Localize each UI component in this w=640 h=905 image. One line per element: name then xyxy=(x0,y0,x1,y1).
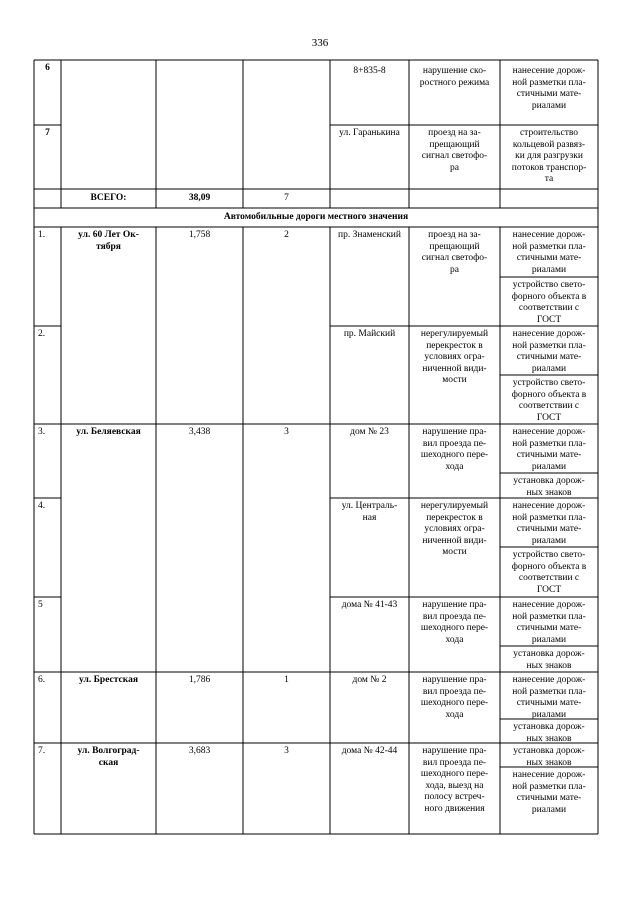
measure-cell: установка дорож- ных знаков xyxy=(513,722,585,744)
location-cell: ул. Гаранькина xyxy=(339,128,400,138)
street-name: ул. 60 Лет Ок- тября xyxy=(78,230,139,252)
reason-cell: нарушение ско- ростного режима xyxy=(419,66,490,88)
measure-cell: установка дорож- ных знаков xyxy=(513,746,585,768)
location-cell: пр. Знаменский xyxy=(338,230,401,240)
measure-cell: нанесение дорож- ной разметки пла- стичными мате- риалами xyxy=(512,600,586,645)
page-number: 336 xyxy=(311,37,329,49)
measure-cell: устройство свето- форного объекта в соответствии с ГОСТ xyxy=(511,550,587,595)
location-cell: 8+835-8 xyxy=(353,66,386,76)
total-count: 7 xyxy=(284,193,289,203)
location-cell: дома № 41-43 xyxy=(341,600,398,610)
measure-cell: нанесение дорож- ной разметки пла- стичными мате- риалами xyxy=(512,329,586,374)
measure-cell: установка дорож- ных знаков xyxy=(513,649,585,671)
reason-cell: проезд на за- прещающий сигнал светофо- ра xyxy=(421,128,488,173)
row-number: 1. xyxy=(38,230,46,240)
row-number: 2. xyxy=(38,329,46,339)
measure-cell: нанесение дорож- ной разметки пла- стичными мате- риалами xyxy=(512,501,586,546)
reason-cell: нарушение пра- вил проезда пе- шеходного пере- хода xyxy=(420,600,489,645)
measure-cell: строительство кольцевой развяз- ки для разгрузки потоков транспор- та xyxy=(511,128,587,184)
row-number: 7. xyxy=(38,746,46,756)
location-cell: дом № 23 xyxy=(350,427,389,437)
row-number: 7 xyxy=(45,128,50,138)
location-cell: дом № 2 xyxy=(352,675,387,685)
total-length: 38,09 xyxy=(188,193,211,203)
measure-cell: нанесение дорож- ной разметки пла- стичными мате- риалами xyxy=(512,66,586,111)
problem-count: 3 xyxy=(284,746,289,756)
road-length: 1,758 xyxy=(188,230,211,240)
row-number: 3. xyxy=(38,427,46,437)
reason-cell: нарушение пра- вил проезда пе- шеходного пере- хода, выезд на полосу встреч- ного движения xyxy=(420,746,489,814)
road-length: 3,683 xyxy=(188,746,211,756)
street-name: ул. Брестская xyxy=(79,675,138,685)
street-name: ул. Волгоград- ская xyxy=(77,746,140,768)
row-number: 6 xyxy=(45,63,50,73)
measure-cell: установка дорож- ных знаков xyxy=(513,476,585,498)
section-title: Автомобильные дороги местного значения xyxy=(223,212,409,222)
problem-count: 2 xyxy=(284,230,289,240)
location-cell: дома № 42-44 xyxy=(341,746,398,756)
problem-count: 3 xyxy=(284,427,289,437)
location-cell: пр. Майский xyxy=(343,329,396,339)
measure-cell: устройство свето- форного объекта в соответствии с ГОСТ xyxy=(511,378,587,423)
measure-cell: устройство свето- форного объекта в соответствии с ГОСТ xyxy=(511,280,587,325)
reason-cell: проезд на за- прещающий сигнал светофо- ра xyxy=(421,230,488,275)
location-cell: ул. Централь- ная xyxy=(341,501,398,523)
measure-cell: нанесение дорож- ной разметки пла- стичными мате- риалами xyxy=(512,675,586,720)
measure-cell: нанесение дорож- ной разметки пла- стичными мате- риалами xyxy=(512,770,586,815)
street-name: ул. Беляевская xyxy=(76,427,141,437)
reason-cell: нерегулируемый перекресток в условиях огра- ниченной види- мости xyxy=(420,329,489,385)
row-number: 4. xyxy=(38,501,46,511)
reason-cell: нарушение пра- вил проезда пе- шеходного пере- хода xyxy=(420,427,489,472)
row-number: 5 xyxy=(38,600,43,610)
reason-cell: нарушение пра- вил проезда пе- шеходного пере- хода xyxy=(420,675,489,720)
road-length: 3,438 xyxy=(188,427,211,437)
total-label: ВСЕГО: xyxy=(90,193,127,203)
measure-cell: нанесение дорож- ной разметки пла- стичными мате- риалами xyxy=(512,427,586,472)
road-length: 1,786 xyxy=(188,675,211,685)
problem-count: 1 xyxy=(284,675,289,685)
measure-cell: нанесение дорож- ной разметки пла- стичными мате- риалами xyxy=(512,230,586,275)
row-number: 6. xyxy=(38,675,46,685)
reason-cell: нерегулируемый перекресток в условиях огра- ниченной види- мости xyxy=(420,501,489,557)
